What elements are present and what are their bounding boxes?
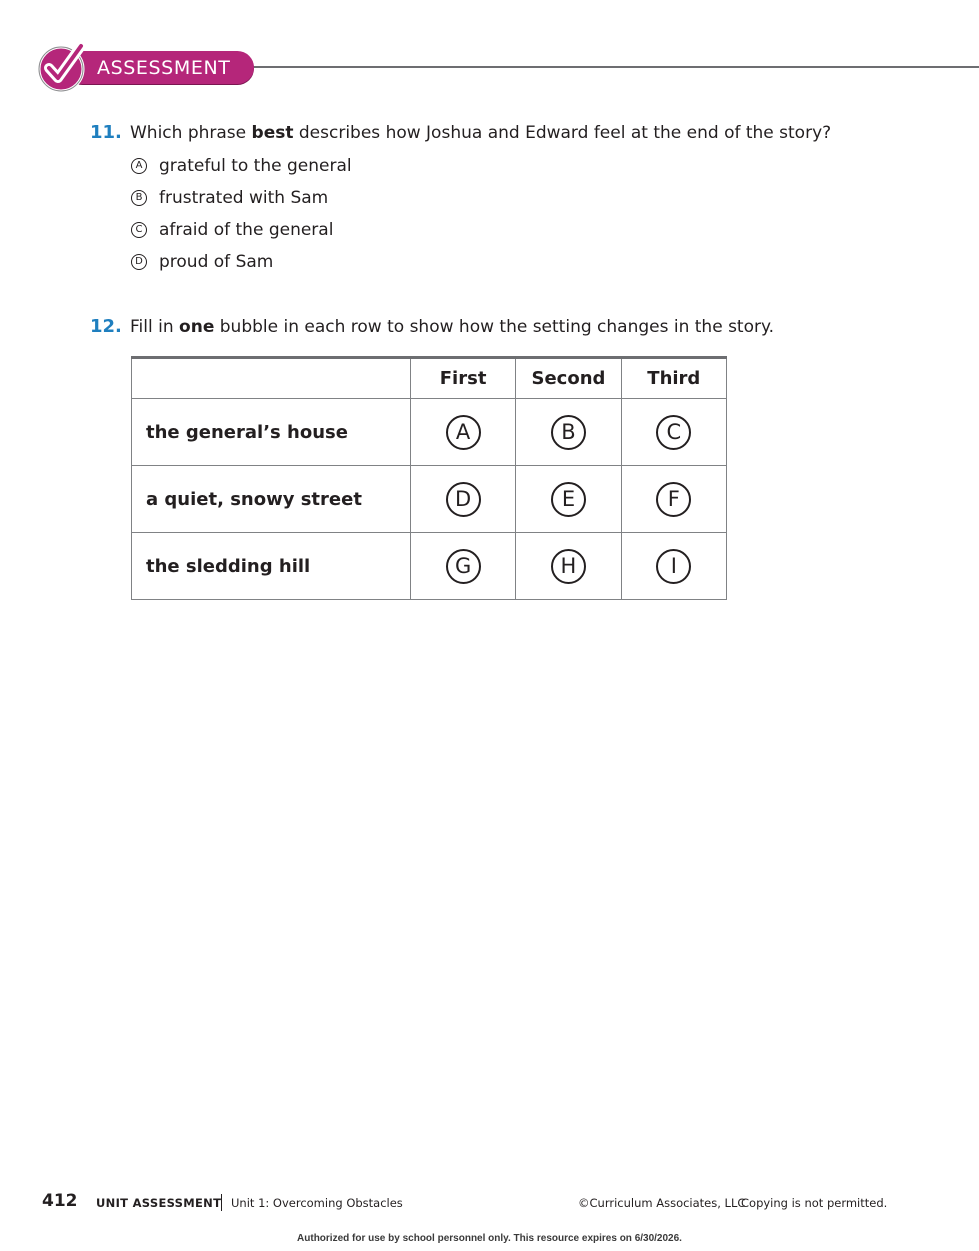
choice-bubble[interactable]: D — [131, 254, 147, 270]
row-label: a quiet, snowy street — [132, 466, 411, 533]
row-label: the general’s house — [132, 399, 411, 466]
answer-bubble-g[interactable]: G — [446, 549, 481, 584]
stem-text: Which phrase — [130, 123, 252, 143]
choice-text: proud of Sam — [159, 252, 274, 272]
stem-text: describes how Joshua and Edward feel at the end of the story? — [293, 123, 832, 143]
answer-bubble-a[interactable]: A — [446, 415, 481, 450]
choice-bubble[interactable]: A — [131, 158, 147, 174]
setting-grid — [131, 356, 727, 600]
bubble-cell — [516, 466, 621, 533]
stem-text: bubble in each row to show how the setting changes in the story. — [214, 317, 775, 337]
bubble-cell — [516, 399, 621, 466]
choice-c[interactable] — [131, 218, 333, 242]
answer-bubble-c[interactable]: C — [656, 415, 691, 450]
answer-bubble-b[interactable]: B — [551, 415, 586, 450]
question-12-number: 12. — [90, 316, 122, 337]
stem-emphasis: one — [179, 317, 215, 337]
choice-bubble[interactable]: B — [131, 190, 147, 206]
stem-emphasis: best — [251, 123, 294, 143]
question-12-stem — [130, 317, 774, 337]
header-rule — [240, 66, 979, 68]
bubble-cell — [621, 399, 726, 466]
column-header-second: Second — [516, 358, 621, 399]
answer-bubble-f[interactable]: F — [656, 482, 691, 517]
column-header-third: Third — [621, 358, 726, 399]
question-11-number: 11. — [90, 122, 122, 143]
bubble-cell — [410, 399, 515, 466]
answer-bubble-h[interactable]: H — [551, 549, 586, 584]
bubble-cell — [516, 533, 621, 600]
grid-row — [132, 399, 727, 466]
grid-header-row — [132, 358, 727, 399]
banner-label: ASSESSMENT — [97, 57, 231, 79]
bubble-cell — [621, 533, 726, 600]
stem-text: Fill in — [130, 317, 180, 337]
footer-copy-notice: Copying is not permitted. — [741, 1196, 888, 1210]
choice-b[interactable] — [131, 186, 328, 210]
choice-a[interactable] — [131, 154, 352, 178]
answer-bubble-e[interactable]: E — [551, 482, 586, 517]
grid-row — [132, 466, 727, 533]
row-label: the sledding hill — [132, 533, 411, 600]
grid-corner-cell — [132, 358, 411, 399]
column-header-first: First — [410, 358, 515, 399]
footer-divider — [221, 1194, 222, 1211]
choice-d[interactable] — [131, 250, 273, 274]
choice-text: grateful to the general — [159, 156, 352, 176]
footer-unit-label: UNIT ASSESSMENT — [96, 1196, 222, 1210]
footer-copyright: ©Curriculum Associates, LLC — [578, 1196, 746, 1210]
choice-bubble[interactable]: C — [131, 222, 147, 238]
choice-text: frustrated with Sam — [159, 188, 329, 208]
authorization-notice: Authorized for use by school personnel only. This resource expires on 6/30/2026. — [297, 1233, 682, 1244]
page-number: 412 — [42, 1191, 78, 1211]
answer-bubble-i[interactable]: I — [656, 549, 691, 584]
answer-bubble-d[interactable]: D — [446, 482, 481, 517]
bubble-cell — [410, 533, 515, 600]
bubble-cell — [621, 466, 726, 533]
choice-text: afraid of the general — [159, 220, 334, 240]
footer-unit-subtitle: Unit 1: Overcoming Obstacles — [231, 1196, 403, 1210]
grid-row — [132, 533, 727, 600]
bubble-cell — [410, 466, 515, 533]
question-11-stem — [130, 123, 831, 143]
checkmark-badge-icon — [36, 38, 94, 96]
